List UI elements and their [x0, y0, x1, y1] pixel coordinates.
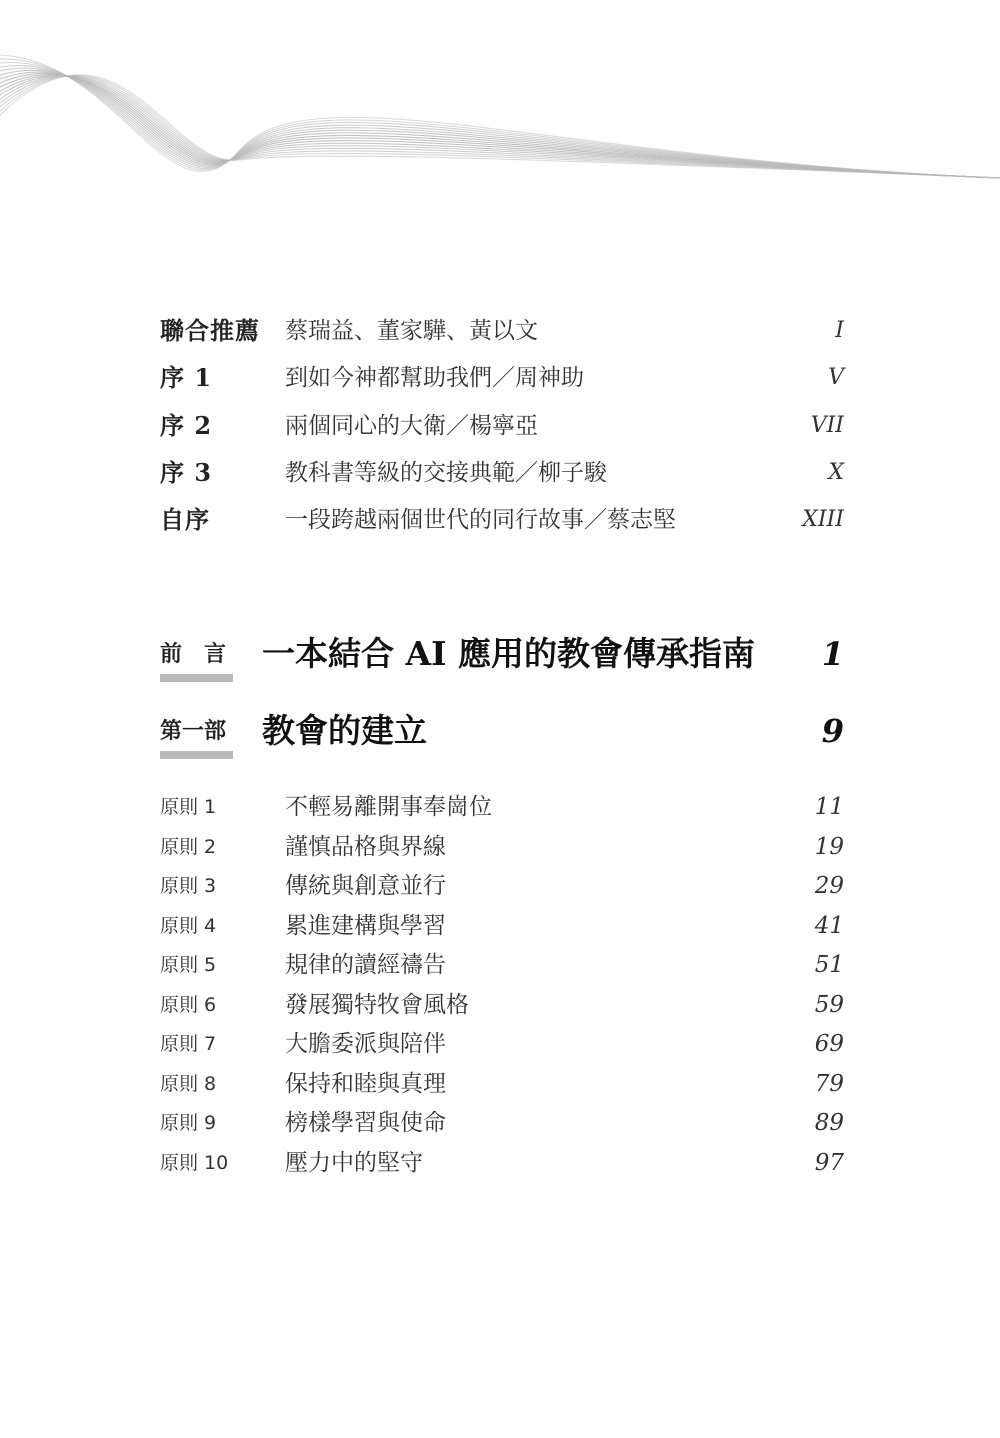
principle-label: 原則 4: [160, 915, 217, 937]
principle-page: 51: [814, 952, 844, 978]
principle-page: 19: [814, 834, 844, 860]
toc-front-row[interactable]: [0, 358, 1000, 398]
wave-line: [0, 68, 1000, 178]
part-one-title: 教會的建立: [262, 711, 427, 750]
part-one-page: 9: [821, 712, 844, 750]
preface-page: 1: [821, 635, 844, 673]
principle-title: 謹慎品格與界線: [285, 834, 446, 860]
toc-principle-row[interactable]: [0, 869, 1000, 903]
toc-front-row[interactable]: [0, 406, 1000, 446]
toc-front-title: 到如今神都幫助我們／周神助: [285, 365, 584, 391]
principle-page: 59: [814, 992, 844, 1018]
toc-front-row[interactable]: [0, 311, 1000, 351]
preface-label: 前 言: [160, 641, 227, 667]
wave-line: [0, 62, 1000, 178]
toc-principle-row[interactable]: [0, 1106, 1000, 1140]
principle-label: 原則 2: [160, 836, 217, 858]
part-one-underline-bar: [160, 751, 233, 759]
principle-title: 發展獨特牧會風格: [285, 992, 469, 1018]
wave-line: [0, 73, 1000, 178]
toc-front-title: 兩個同心的大衛／楊寧亞: [285, 413, 538, 439]
preface-underline-bar: [160, 674, 233, 682]
principle-label: 原則 6: [160, 994, 217, 1016]
toc-front-label: 序 3: [160, 458, 213, 487]
principle-page: 29: [814, 873, 844, 899]
toc-principle-row[interactable]: [0, 790, 1000, 824]
toc-front-title: 教科書等級的交接典範／柳子駿: [285, 460, 607, 486]
toc-front-label: 序 1: [160, 363, 213, 392]
decorative-wave-graphic: [0, 0, 1000, 220]
principle-title: 保持和睦與真理: [285, 1071, 446, 1097]
toc-front-page: V: [828, 365, 844, 390]
principle-title: 規律的讀經禱告: [285, 952, 446, 978]
principle-label: 原則 7: [160, 1033, 217, 1055]
toc-principle-row[interactable]: [0, 1027, 1000, 1061]
principle-page: 89: [814, 1110, 844, 1136]
toc-part-one-heading[interactable]: [0, 703, 1000, 763]
principle-title: 壓力中的堅守: [285, 1150, 423, 1176]
toc-front-row[interactable]: [0, 500, 1000, 540]
preface-title: 一本結合 AI 應用的教會傳承指南: [262, 634, 756, 673]
principle-page: 11: [814, 794, 844, 820]
principle-label: 原則 9: [160, 1112, 217, 1134]
principle-page: 79: [814, 1071, 844, 1097]
part-one-label: 第一部: [160, 718, 227, 744]
principle-page: 69: [814, 1031, 844, 1057]
principle-title: 不輕易離開事奉崗位: [285, 794, 492, 820]
wave-line: [0, 59, 1000, 178]
principle-label: 原則 3: [160, 875, 217, 897]
principle-title: 榜樣學習與使命: [285, 1110, 446, 1136]
toc-front-title: 一段跨越兩個世代的同行故事／蔡志堅: [285, 507, 676, 533]
wave-line: [0, 74, 1000, 178]
toc-principle-row[interactable]: [0, 1067, 1000, 1101]
principle-title: 大膽委派與陪伴: [285, 1031, 446, 1057]
toc-front-row[interactable]: [0, 453, 1000, 493]
toc-front-page: X: [828, 460, 844, 485]
toc-principle-row[interactable]: [0, 830, 1000, 864]
toc-front-title: 蔡瑞益、董家驊、黃以文: [285, 318, 538, 344]
toc-principle-row[interactable]: [0, 909, 1000, 943]
principle-label: 原則 10: [160, 1152, 229, 1174]
toc-front-page: I: [835, 318, 844, 343]
toc-front-page: XIII: [802, 507, 844, 532]
toc-front-page: VII: [810, 413, 844, 438]
toc-front-label: 序 2: [160, 411, 213, 440]
principle-label: 原則 5: [160, 954, 217, 976]
toc-principle-row[interactable]: [0, 948, 1000, 982]
toc-principle-row[interactable]: [0, 1146, 1000, 1180]
principle-title: 傳統與創意並行: [285, 873, 446, 899]
principle-label: 原則 8: [160, 1073, 217, 1095]
toc-preface-heading[interactable]: [0, 626, 1000, 686]
principle-page: 41: [814, 913, 844, 939]
toc-principle-row[interactable]: [0, 988, 1000, 1022]
principle-page: 97: [814, 1150, 844, 1176]
principle-title: 累進建構與學習: [285, 913, 446, 939]
toc-front-label: 自序: [160, 505, 210, 534]
principle-label: 原則 1: [160, 796, 217, 818]
toc-front-label: 聯合推薦: [160, 316, 260, 345]
